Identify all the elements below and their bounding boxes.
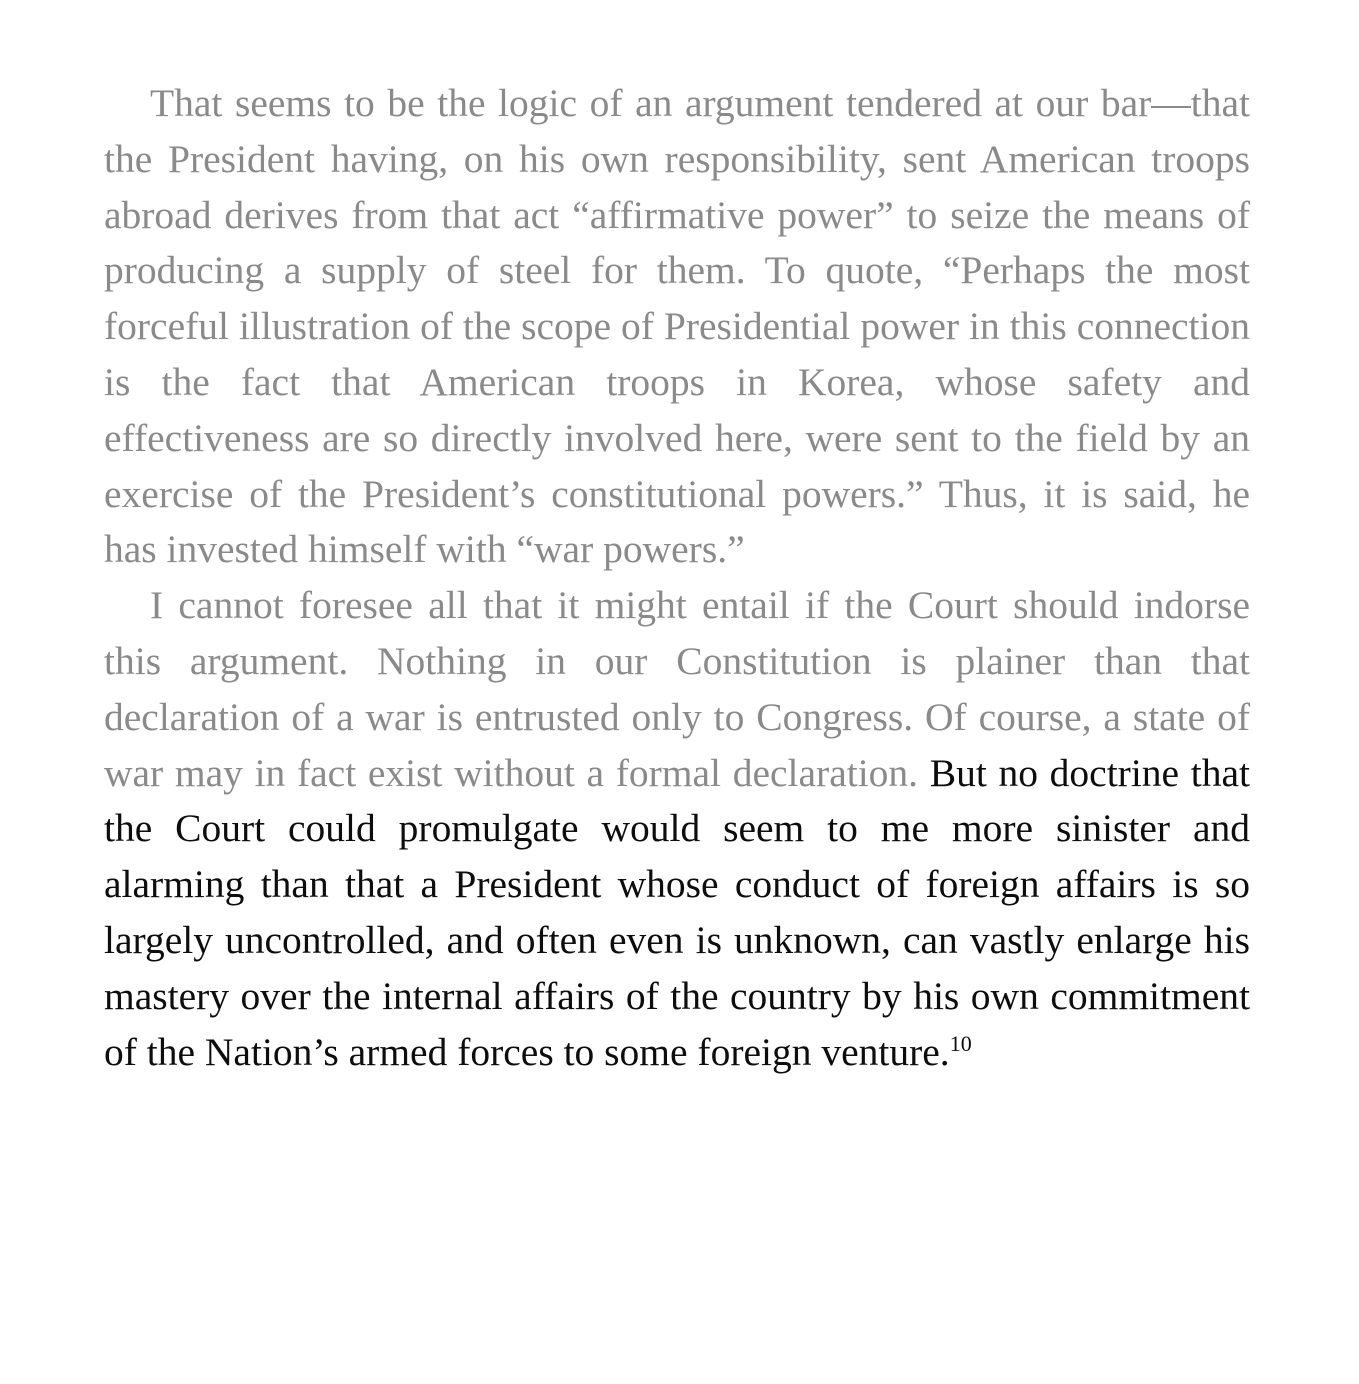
paragraph-war-powers-argument: That seems to be the logic of an argument tendered at our bar—that the President having, on his own responsibility, sent American troops abroad derives from that act “affirmative power” to seize the means of producing a supply of steel for them. To quote, “Perhaps the most forceful illustration of the scope of Presidential power in this connection is the fact that American troops in Korea, whose safety and effectiveness are so directly involved here, were sent to the field by an exercise of the President’s constitutional powers.” Thus, it is said, he has invested himself with “war powers.” xyxy=(104,81,1250,572)
document-page xyxy=(104,76,1250,1080)
paragraph-2-dark-text: But no doctrine that the Court could promulgate would seem to me more sinister and alarming than that a President whose conduct of foreign affairs is so largely uncontrolled, and often even is unknown, can vastly enlarge his mastery over the internal affairs of the country by his own commitment of the Nation’s armed forces to some foreign venture. xyxy=(104,750,1250,1074)
paragraph-2-faded-text: I cannot foresee all that it might entail if the Court should indorse this argument. Nothing in our Constitution is plainer than that declaration of a war is entrusted only to Congress. Of course, a state of war may in fact exist without a formal declaration. xyxy=(104,583,1250,795)
paragraph-court-doctrine xyxy=(104,578,1250,1080)
footnote-marker: 10 xyxy=(949,1030,972,1056)
